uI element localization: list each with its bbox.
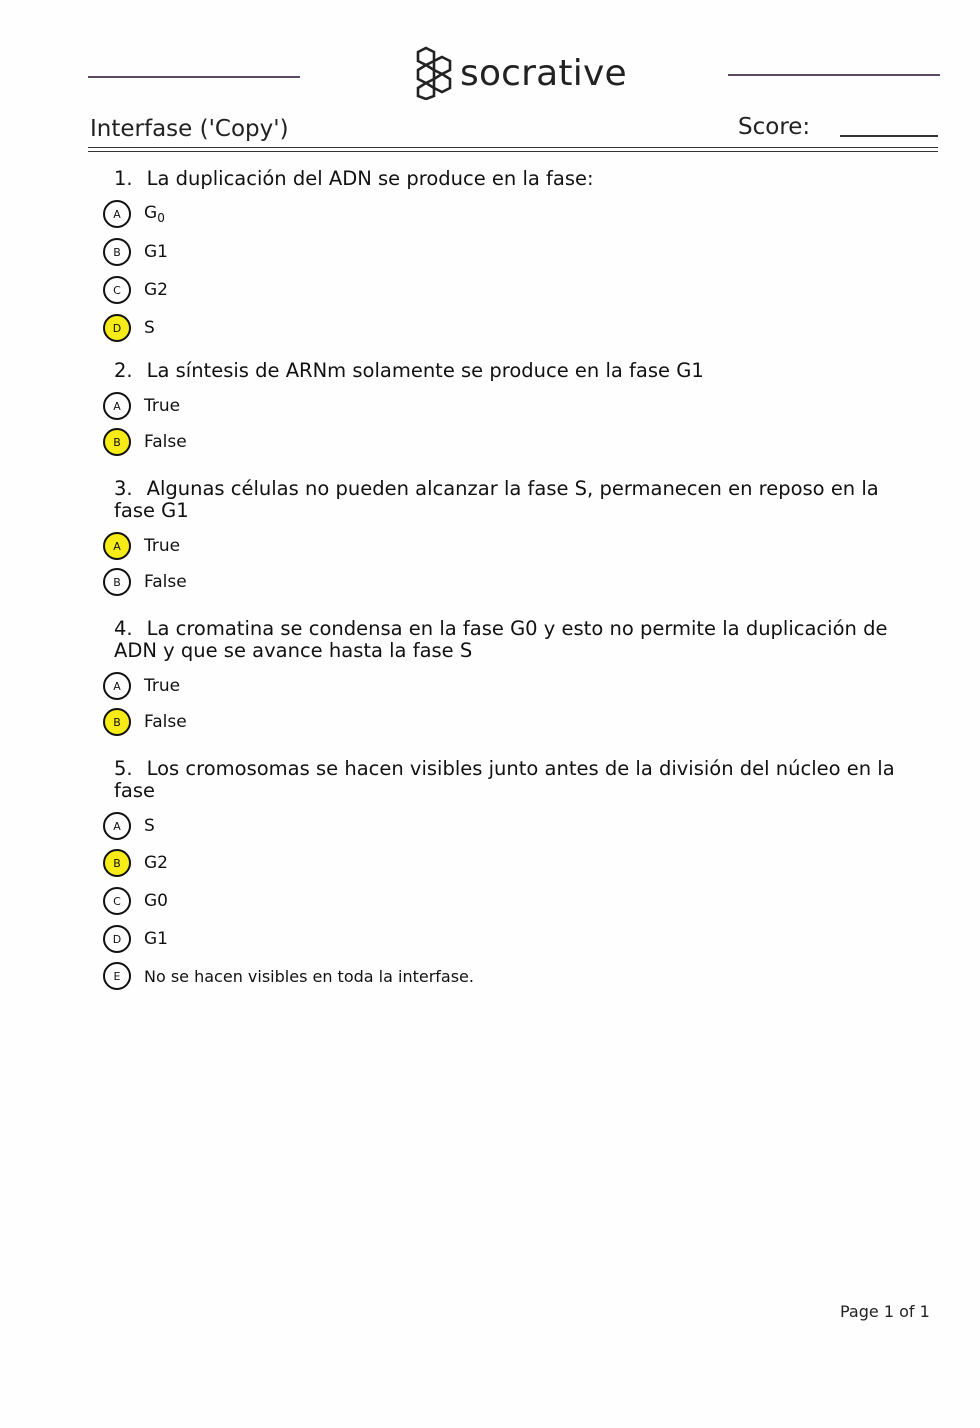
answer-label: True	[144, 536, 181, 556]
answer-option[interactable]	[103, 272, 914, 308]
answer-label: No se hacen visibles en toda la interfase.	[144, 966, 474, 986]
answer-label: S	[144, 318, 155, 338]
socrative-logo-icon	[414, 46, 456, 100]
answer-option[interactable]	[103, 388, 914, 424]
subscript: 0	[157, 211, 165, 225]
question-1	[114, 168, 914, 346]
answer-label: $G_0$	[144, 203, 165, 225]
answer-label: S	[144, 816, 155, 836]
answer-bubble-selected[interactable]: B	[103, 708, 131, 736]
question-prompt: La cromatina se condensa en la fase G0 y esto no permite la duplicación de ADN y que se avance hasta la fase S	[114, 617, 888, 662]
answer-label: G0	[144, 891, 168, 911]
question-3	[114, 478, 914, 600]
answer-option[interactable]	[103, 808, 914, 844]
answer-option[interactable]	[103, 196, 914, 232]
answer-label: G2	[144, 280, 168, 300]
question-number: 2.	[114, 359, 133, 382]
question-text	[114, 618, 914, 662]
question-prompt: Los cromosomas se hacen visibles junto antes de la división del núcleo en la fase	[114, 757, 895, 802]
answer-option[interactable]	[103, 668, 914, 704]
question-number: 1.	[114, 167, 133, 190]
brand	[414, 44, 627, 102]
brand-name: socrative	[460, 52, 627, 94]
answer-option[interactable]	[103, 528, 914, 564]
answer-bubble[interactable]: A	[103, 392, 131, 420]
quiz-title: Interfase ('Copy')	[90, 116, 289, 142]
answer-option[interactable]	[103, 424, 914, 460]
question-text	[114, 758, 914, 802]
question-4	[114, 618, 914, 740]
answer-option[interactable]	[103, 958, 914, 994]
answer-label: G2	[144, 853, 168, 873]
answer-bubble[interactable]: A	[103, 812, 131, 840]
question-text	[114, 360, 914, 382]
title-divider	[88, 147, 938, 148]
answer-label: False	[144, 572, 187, 592]
question-prompt: Algunas células no pueden alcanzar la fase S, permanecen en reposo en la fase G1	[114, 477, 879, 522]
question-number: 4.	[114, 617, 133, 640]
answer-option[interactable]	[103, 921, 914, 957]
answer-option[interactable]	[103, 704, 914, 740]
answer-option[interactable]	[103, 310, 914, 346]
answer-label: False	[144, 432, 187, 452]
answer-bubble-selected[interactable]: B	[103, 849, 131, 877]
answer-label: True	[144, 396, 181, 416]
question-prompt: La duplicación del ADN se produce en la fase:	[146, 167, 594, 190]
header-rule-left	[88, 76, 300, 78]
title-divider-second	[88, 151, 938, 152]
question-number: 3.	[114, 477, 133, 500]
answer-bubble-selected[interactable]: B	[103, 428, 131, 456]
answer-option[interactable]	[103, 234, 914, 270]
question-2	[114, 360, 914, 460]
answer-bubble-selected[interactable]: D	[103, 314, 131, 342]
answer-option[interactable]	[103, 883, 914, 919]
answer-bubble[interactable]: C	[103, 887, 131, 915]
answer-bubble[interactable]: A	[103, 672, 131, 700]
answer-bubble[interactable]: A	[103, 200, 131, 228]
answer-option[interactable]	[103, 845, 914, 881]
answer-label: G1	[144, 929, 168, 949]
answer-bubble[interactable]: E	[103, 962, 131, 990]
score-label: Score:	[738, 114, 811, 140]
question-text	[114, 168, 914, 190]
answer-bubble[interactable]: D	[103, 925, 131, 953]
page-number: Page 1 of 1	[840, 1302, 930, 1321]
answer-label: False	[144, 712, 187, 732]
answer-bubble[interactable]: B	[103, 568, 131, 596]
answer-option[interactable]	[103, 564, 914, 600]
question-text	[114, 478, 914, 522]
answer-label: G1	[144, 242, 168, 262]
score-blank-line	[840, 135, 938, 137]
question-prompt: La síntesis de ARNm solamente se produce en la fase G1	[146, 359, 704, 382]
answer-bubble-selected[interactable]: A	[103, 532, 131, 560]
question-number: 5.	[114, 757, 133, 780]
answer-label: True	[144, 676, 181, 696]
question-5	[114, 758, 914, 994]
answer-bubble[interactable]: C	[103, 276, 131, 304]
answer-bubble[interactable]: B	[103, 238, 131, 266]
header-rule-right	[728, 74, 940, 76]
